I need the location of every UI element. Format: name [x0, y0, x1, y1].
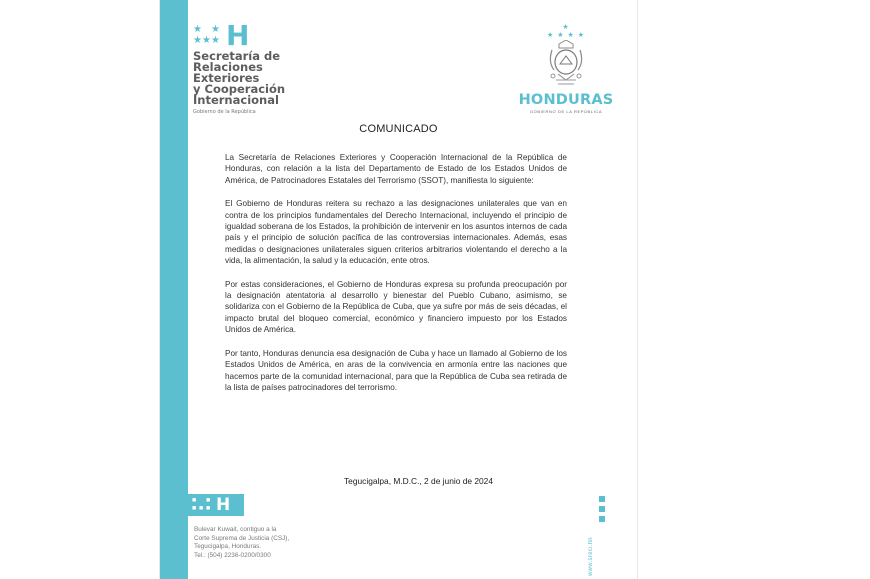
ministry-name-line: Secretaría de	[193, 49, 281, 63]
ministry-name-line: Relaciones	[193, 60, 263, 74]
address-phone: Tel.: (504) 2236-0200/0300	[194, 551, 271, 559]
country-logo	[518, 24, 614, 114]
footer-url[interactable]: www.sreci.hn	[588, 537, 594, 576]
paragraph: El Gobierno de Honduras reitera su rechazo a las designaciones unilaterales que van en contra de los principios fundamentales del Derecho Internacional, incluyendo el principio de igualdad soberana de los Estados, la prohibición de intervenir en los asuntos internos de cada país y el principio de solución pacífica de las controversias internacionales. Además, esas medidas o designaciones unilaterales siguen criterios arbitrarios violentando el derecho a la vida, la alimentación, la salud y la educación, ente otros.	[225, 199, 567, 266]
ministry-subtitle: Gobierno de la República	[193, 109, 256, 115]
five-stars-icon: ★ ★ ★ ★ ★	[193, 24, 220, 46]
footer-h-letter: H	[216, 495, 231, 515]
crest-stars-icon: ★ ★ ★ ★ ★	[547, 24, 585, 39]
honduras-coat-of-arms-icon	[518, 40, 614, 90]
h-letter-logo: H	[226, 19, 250, 52]
dateline: Tegucigalpa, M.D.C., 2 de junio de 2024	[344, 476, 493, 486]
footer-squares-icon	[599, 496, 607, 526]
footer-address	[194, 526, 344, 560]
footer-logo	[188, 494, 244, 516]
ministry-name-line: Internacional	[193, 93, 279, 107]
ministry-logo	[193, 19, 333, 115]
document-page	[160, 0, 637, 579]
ministry-name-line: Exteriores	[193, 71, 260, 85]
side-color-band	[160, 0, 188, 579]
paragraph: Por estas consideraciones, el Gobierno de Honduras expresa su profunda preocupación por la designación atentatoria al desarrollo y bienestar del Pueblo Cubano, asimismo, se solidariza con el Gobierno de la República de Cuba, que ya sufre por más de seis décadas, el impacto brutal del bloqueo comercial, económico y financiero impuesto por los Estados Unidos de América.	[225, 279, 567, 335]
address-line: Corte Suprema de Justicia (CSJ),	[194, 534, 290, 542]
ministry-name	[193, 51, 333, 106]
country-name: HONDURAS	[518, 92, 614, 108]
paragraph: La Secretaría de Relaciones Exteriores y Cooperación Internacional de la República de Honduras, con relación a la lista del Departamento de Estado de los Estados Unidos de América, de Patrocinadores Estatales del Terrorismo (SSOT), manifiesta lo siguiente:	[225, 153, 567, 185]
paragraph: Por tanto, Honduras denuncia esa designación de Cuba y hace un llamado al Gobierno de los Estados Unidos de América, en aras de la convivencia en armonía entre las naciones que hacemos parte de la comunidad internacional, para que la República de Cuba sea retirada de la lista de países patrocinadores del terrorismo.	[225, 348, 567, 392]
address-line: Bulevar Kuwait, contiguo a la	[194, 526, 277, 533]
document-title: COMUNICADO	[359, 123, 438, 135]
footer-stars-icon: ■ ■ ■ ■ ■	[192, 497, 211, 512]
ministry-name-line: y Cooperación	[193, 82, 286, 96]
document-body	[225, 152, 567, 405]
country-subtitle: GOBIERNO DE LA REPÚBLICA	[529, 109, 603, 114]
address-line: Tegucigalpa, Honduras.	[194, 543, 262, 551]
